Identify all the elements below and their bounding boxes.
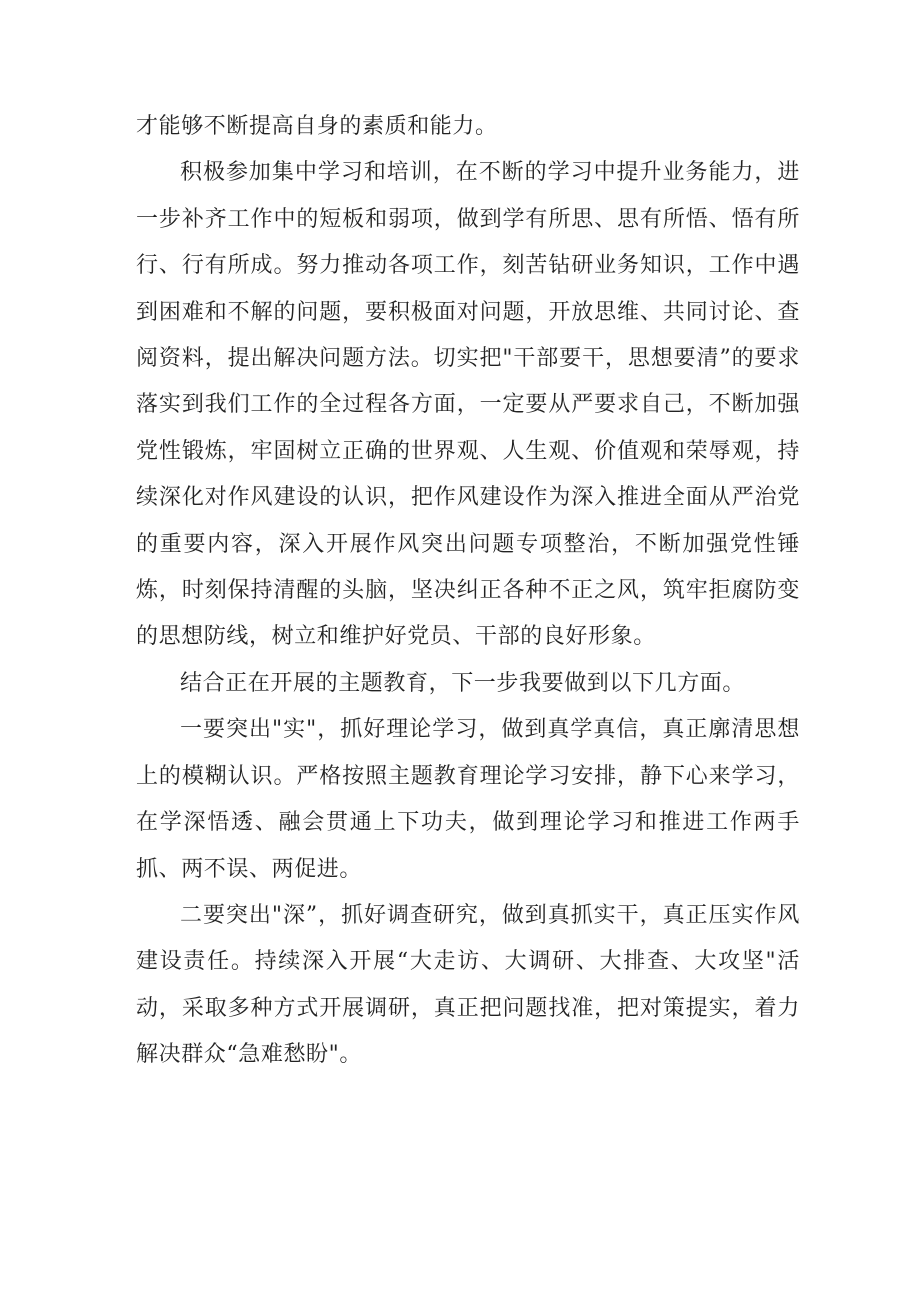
- paragraph-point-one-theory-study: 一要突出"实"，抓好理论学习，做到真学真信，真正廓清思想上的模糊认识。严格按照主题教育理论学习安排，静下心来学习，在学深悟透、融会贯通上下功夫，做到理论学习和推进工作两手抓、两不误、两促进。: [136, 717, 800, 882]
- paragraph-next-steps-intro: 结合正在开展的主题教育，下一步我要做到以下几方面。: [180, 670, 746, 696]
- paragraph-point-two-investigation: 二要突出"深”，抓好调查研究，做到真抓实干，真正压实作风建设责任。持续深入开展“大走访、大调研、大排查、大攻坚"活动，采取多种方式开展调研，真正把问题找准，把对策提实，着力解决群众“急难愁盼"。: [136, 902, 800, 1068]
- paragraph-continuation: 才能够不断提高自身的素质和能力。: [136, 114, 498, 139]
- paragraph-study-and-training: 积极参加集中学习和培训，在不断的学习中提升业务能力，进一步补齐工作中的短板和弱项，做到学有所思、思有所悟、悟有所行、行有所成。努力推动各项工作，刻苦钻研业务知识，工作中遇到困难和不解的问题，要积极面对问题，开放思维、共同讨论、查阅资料，提出解决问题方法。切实把"干部要干，思想要清”的要求落实到我们工作的全过程各方面，一定要从严要求自己，不断加强党性锻炼，牢固树立正确的世界观、人生观、价值观和荣辱观，持续深化对作风建设的认识，把作风建设作为深入推进全面从严治党的重要内容，深入开展作风突出问题专项整治，不断加强党性锤炼，时刻保持清醒的头脑，坚决纠正各种不正之风，筑牢拒腐防变的思想防线，树立和维护好党员、干部的良好形象。: [136, 160, 800, 650]
- document-body: [136, 104, 800, 1079]
